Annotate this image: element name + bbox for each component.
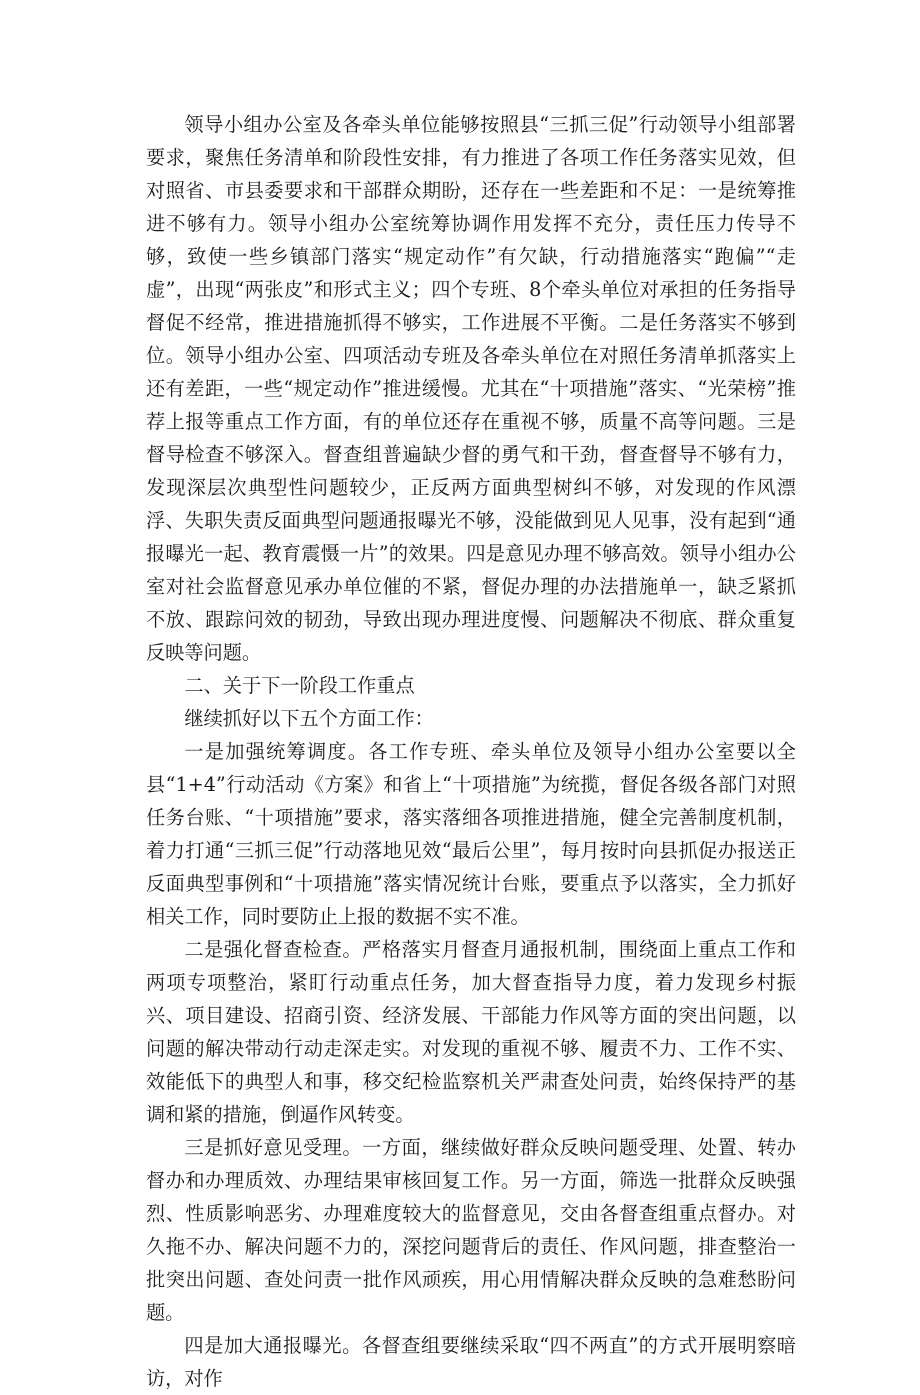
section-heading-next-steps: 二、关于下一阶段工作重点 [184,674,415,697]
paragraph-intro: 继续抓好以下五个方面工作： [184,707,434,730]
paragraph-shortcomings: 领导小组办公室及各牵头单位能够按照县“三抓三促”行动领导小组部署要求，聚焦任务清单和阶段性安排，有力推进了各项工作任务落实见效，但对照省、市县委要求和干部群众期盼，还存在一些差距和不足：一是统筹推进不够有力。领导小组办公室统筹协调作用发挥不充分，责任压力传导不够，致使一些乡镇部门落实“规定动作”有欠缺，行动措施落实“跑偏”“走虚”，出现“两张皮”和形式主义；四个专班、8个牵头单位对承担的任务指导督促不经常，推进措施抓得不够实，工作进展不平衡。二是任务落实不够到位。领导小组办公室、四项活动专班及各牵头单位在对照任务清单抓落实上还有差距，一些“规定动作”推进缓慢。尤其在“十项措施”落实、“光荣榜”推荐上报等重点工作方面，有的单位还存在重视不够，质量不高等问题。三是督导检查不够深入。督查组普遍缺少督的勇气和干劲，督查督导不够有力，发现深层次典型性问题较少，正反两方面典型树纠不够，对发现的作风漂浮、失职失责反面典型问题通报曝光不够，没能做到见人见事，没有起到“通报曝光一起、教育震慑一片”的效果。四是意见办理不够高效。领导小组办公室对社会监督意见承办单位催的不紧，督促办理的办法措施单一，缺乏紧抓不放、跟踪问效的韧劲，导致出现办理进度慢、问题解决不彻底、群众重复反映等问题。 [146,113,796,664]
paragraph-item-1: 一是加强统筹调度。各工作专班、牵头单位及领导小组办公室要以全县“1+4”行动活动《方案》和省上“十项措施”为统揽，督促各级各部门对照任务台账、“十项措施”要求，落实落细各项推进措施，健全完善制度机制，着力打通“三抓三促”行动落地见效“最后公里”，每月按时向县抓促办报送正反面典型事例和“十项措施”落实情况统计台账，要重点予以落实，全力抓好相关工作，同时要防止上报的数据不实不准。 [146,740,796,928]
document-page [146,108,796,1395]
paragraph-item-3: 三是抓好意见受理。一方面，继续做好群众反映问题受理、处置、转办督办和办理质效、办理结果审核回复工作。另一方面，筛选一批群众反映强烈、性质影响恶劣、办理难度较大的监督意见，交由各督查组重点督办。对久拖不办、解决问题不力的，深挖问题背后的责任、作风问题，排查整治一批突出问题、查处问责一批作风顽疾，用心用情解决群众反映的急难愁盼问题。 [146,1136,796,1324]
paragraph-item-2: 二是强化督查检查。严格落实月督查月通报机制，围绕面上重点工作和两项专项整治，紧盯行动重点任务，加大督查指导力度，着力发现乡村振兴、项目建设、招商引资、经济发展、干部能力作风等方面的突出问题，以问题的解决带动行动走深走实。对发现的重视不够、履责不力、工作不实、效能低下的典型人和事，移交纪检监察机关严肃查处问责，始终保持严的基调和紧的措施，倒逼作风转变。 [146,938,796,1126]
paragraph-item-4: 四是加大通报曝光。各督查组要继续采取“四不两直”的方式开展明察暗访，对作 [146,1334,796,1390]
